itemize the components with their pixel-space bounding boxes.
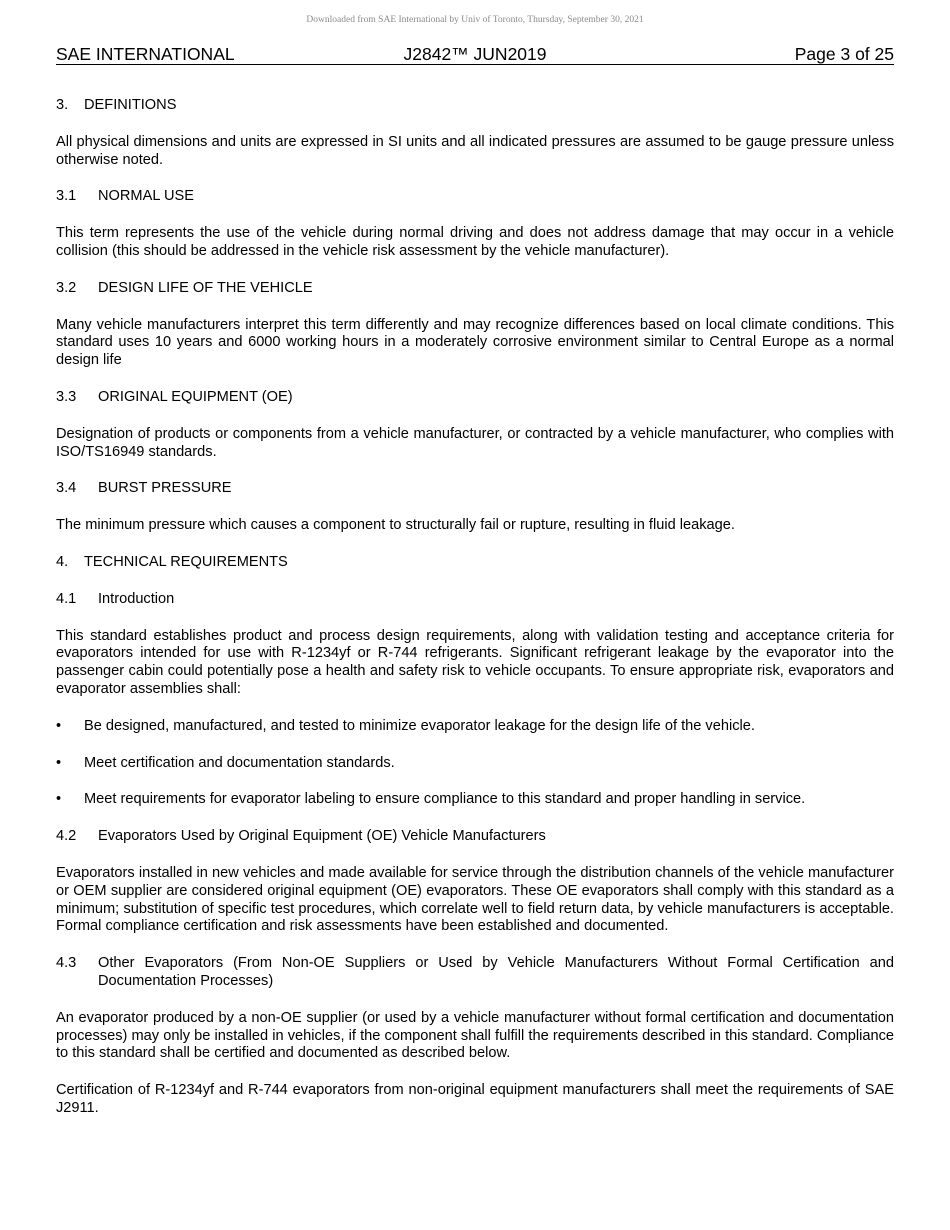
header-org: SAE INTERNATIONAL — [56, 44, 235, 64]
bullet-icon: • — [56, 791, 62, 808]
section-heading-3-1: 3.1 NORMAL USE — [56, 188, 194, 205]
section-3-2-body: Many vehicle manufacturers interpret this term differently and may recognize differences based on local climate conditions. This standard uses 10 years and 6000 working hours in a moderately corrosive environment similar to Central Europe as a normal design life — [56, 316, 894, 369]
header-doc-id: J2842™ JUN2019 — [403, 44, 547, 64]
page-header — [56, 44, 894, 65]
bullet-item: • Meet requirements for evaporator labeling to ensure compliance to this standard and proper handling in service. — [56, 791, 806, 808]
section-heading-4: 4. TECHNICAL REQUIREMENTS — [56, 553, 288, 570]
section-heading-4-3: 4.3 Other Evaporators (From Non-OE Suppliers or Used by Vehicle Manufacturers Without Formal Certification and Documentation Processes) — [56, 955, 894, 989]
bullet-item: • Be designed, manufactured, and tested to minimize evaporator leakage for the design life of the vehicle. — [56, 717, 755, 734]
page-body — [56, 97, 894, 1118]
section-heading-3-3: 3.3 ORIGINAL EQUIPMENT (OE) — [56, 388, 293, 405]
section-4-1-body: This standard establishes product and process design requirements, along with validation testing and acceptance criteria for evaporators intended for use with R-1234yf or R-744 refrigerants. Significant refrigerant leakage by the evaporator into the passenger cabin could potentially pose a health and safety risk to vehicle occupants. To ensure appropriate risk, evaporators and evaporator assemblies shall: — [56, 627, 894, 697]
section-3-intro: All physical dimensions and units are expressed in SI units and all indicated pressures are assumed to be gauge pressure unless otherwise noted. — [56, 133, 894, 168]
section-heading-3: 3. DEFINITIONS — [56, 97, 177, 113]
section-3-4-body: The minimum pressure which causes a component to structurally fail or rupture, resulting in fluid leakage. — [56, 517, 735, 534]
section-heading-3-2: 3.2 DESIGN LIFE OF THE VEHICLE — [56, 279, 313, 296]
section-heading-4-2: 4.2 Evaporators Used by Original Equipment (OE) Vehicle Manufacturers — [56, 828, 546, 845]
section-heading-3-4: 3.4 BURST PRESSURE — [56, 480, 232, 497]
bullet-item: • Meet certification and documentation standards. — [56, 754, 395, 771]
section-heading-4-1: 4.1 Introduction — [56, 590, 175, 607]
section-4-3-body-2: Certification of R-1234yf and R-744 evaporators from non-original equipment manufacturers shall meet the requirements of SAE J2911. — [56, 1082, 894, 1116]
header-page-number: Page 3 of 25 — [794, 44, 894, 64]
section-3-3-body: Designation of products or components from a vehicle manufacturer, or contracted by a vehicle manufacturer, who complies with ISO/TS16949 standards. — [56, 425, 894, 460]
bullet-icon: • — [56, 717, 62, 734]
section-4-2-body: Evaporators installed in new vehicles and made available for service through the distribution channels of the vehicle manufacturer or OEM supplier are considered original equipment (OE) evaporators. These OE evaporators shall comply with this standard as a minimum; substitution of specific test procedures, which correlate well to field return data, by vehicle manufacturers is acceptable. Formal compliance certification and risk assessments have been established and documented. — [56, 864, 894, 935]
section-4-3-body-1: An evaporator produced by a non-OE supplier (or used by a vehicle manufacturer without formal certification and documentation processes) may only be installed in vehicles, if the component shall fulfill the requirements described in this standard. Compliance to this standard shall be certified and documented as described below. — [56, 1009, 894, 1062]
bullet-icon: • — [56, 754, 62, 771]
section-3-1-body: This term represents the use of the vehicle during normal driving and does not address damage that may occur in a vehicle collision (this should be addressed in the vehicle risk assessment by the vehicle manufacturer). — [56, 225, 894, 259]
download-watermark: Downloaded from SAE International by Univ of Toronto, Thursday, September 30, 2021 — [306, 15, 644, 25]
